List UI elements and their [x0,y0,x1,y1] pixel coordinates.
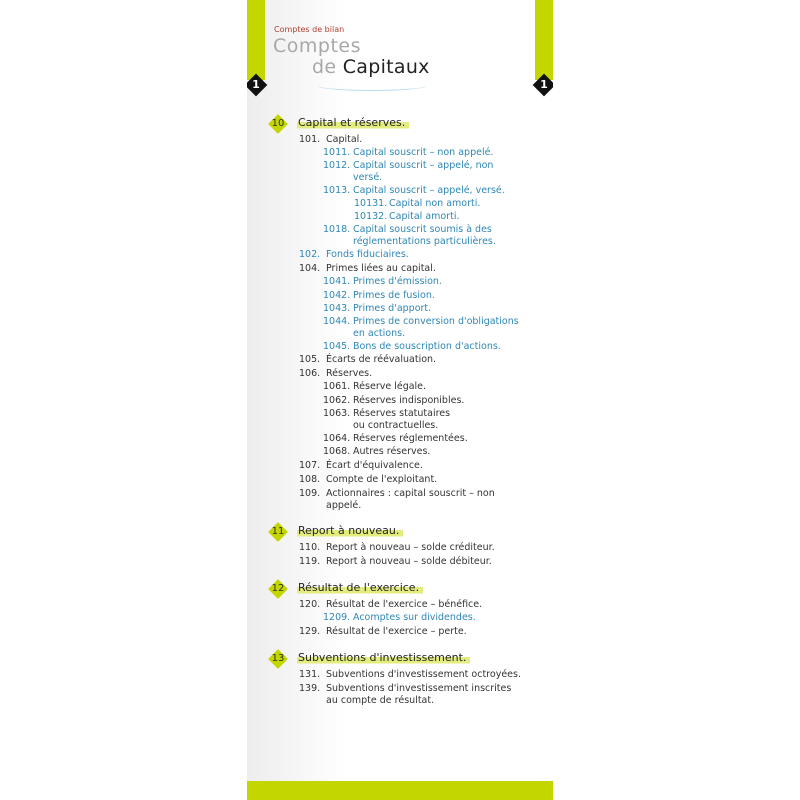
account-label-cont: ou contractuelles. [353,420,439,431]
account-code: 1045. [323,341,351,352]
title-swoosh [317,80,427,91]
account-label: Primes de fusion. [353,290,435,301]
account-label: Acomptes sur dividendes. [353,612,476,623]
account-label-cont: en actions. [353,328,406,339]
header-kicker: Comptes de bilan [274,25,345,34]
account-label: Primes liées au capital. [326,263,436,274]
account-label-cont: réglementations particulières. [353,236,496,247]
account-label: Réserve légale. [353,381,427,392]
account-code: 105. [299,354,321,365]
account-code: 102. [299,249,321,260]
account-code: 120. [299,599,321,610]
account-code: 1064. [323,433,351,444]
account-label: Réserves statutaires [353,408,451,419]
section-title: Report à nouveau. [297,524,403,537]
account-code: 1012. [323,160,351,171]
account-label: Primes d'apport. [353,303,432,314]
account-label: Capital non amorti. [389,198,481,209]
account-code: 1044. [323,316,351,327]
account-code: 1018. [323,224,351,235]
account-code: 1041. [323,276,351,287]
account-code: 129. [299,626,321,637]
account-code: 1042. [323,290,351,301]
account-label: Capital. [326,134,363,145]
account-label: Écarts de réévaluation. [326,354,437,365]
account-label-cont: versé. [353,172,383,183]
account-label: Capital souscrit – non appelé. [353,147,494,158]
account-code: 110. [299,542,321,553]
account-label: Subventions d'investissement octroyées. [326,669,521,680]
account-code: 139. [299,683,321,694]
account-code: 108. [299,474,321,485]
account-card [247,0,553,800]
account-label: Capital souscrit – appelé, non [353,160,494,171]
account-code: 1011. [323,147,351,158]
title-line-2 [312,56,430,78]
section-number: 11 [271,526,285,537]
account-label: Report à nouveau – solde créditeur. [326,542,495,553]
account-label: Primes d'émission. [353,276,442,287]
account-code: 106. [299,368,321,379]
account-label: Capital souscrit soumis à des [353,224,492,235]
account-code: 101. [299,134,321,145]
account-label: Écart d'équivalence. [326,460,423,471]
account-label-cont: au compte de résultat. [326,695,435,706]
account-label: Capital amorti. [389,211,460,222]
account-code: 107. [299,460,321,471]
account-label: Réserves réglementées. [353,433,468,444]
account-label: Subventions d'investissement inscrites [326,683,512,694]
section-title: Subventions d'investissement. [297,651,470,664]
account-label: Résultat de l'exercice – perte. [326,626,467,637]
section-number: 13 [271,653,285,664]
account-label: Primes de conversion d'obligations [353,316,519,327]
account-label: Autres réserves. [353,446,431,457]
account-label: Capital souscrit – appelé, versé. [353,185,505,196]
account-code: 1013. [323,185,351,196]
account-code: 1209. [323,612,351,623]
account-code: 1063. [323,408,351,419]
section-number: 12 [271,583,285,594]
account-label: Actionnaires : capital souscrit – non [326,488,495,499]
account-code: 10132. [354,211,388,222]
accent-bar-left [247,0,265,80]
account-label: Bons de souscription d'actions. [353,341,501,352]
account-label: Compte de l'exploitant. [326,474,438,485]
account-label: Résultat de l'exercice – bénéfice. [326,599,483,610]
account-label-cont: appelé. [326,500,362,511]
account-code: 1043. [323,303,351,314]
account-code: 119. [299,556,321,567]
page-badge-right [533,74,553,97]
account-label: Réserves. [326,368,373,379]
account-code: 109. [299,488,321,499]
account-code: 104. [299,263,321,274]
account-label: Réserves indisponibles. [353,395,465,406]
title-line-1: Comptes [273,35,361,57]
accent-bar-bottom [247,781,553,800]
account-code: 1068. [323,446,351,457]
title-prefix: de [312,56,337,78]
page-badge-right-number: 1 [540,78,548,91]
section-title: Capital et réserves. [297,116,409,129]
account-code: 131. [299,669,321,680]
account-label: Report à nouveau – solde débiteur. [326,556,492,567]
section-title: Résultat de l'exercice. [297,581,423,594]
title-main: Capitaux [342,56,430,78]
accent-bar-right [535,0,553,80]
account-code: 1061. [323,381,351,392]
account-label: Fonds fiduciaires. [326,249,409,260]
section-number: 10 [271,118,285,129]
account-code: 1062. [323,395,351,406]
page-badge-left-number: 1 [252,78,260,91]
account-code: 10131. [354,198,388,209]
